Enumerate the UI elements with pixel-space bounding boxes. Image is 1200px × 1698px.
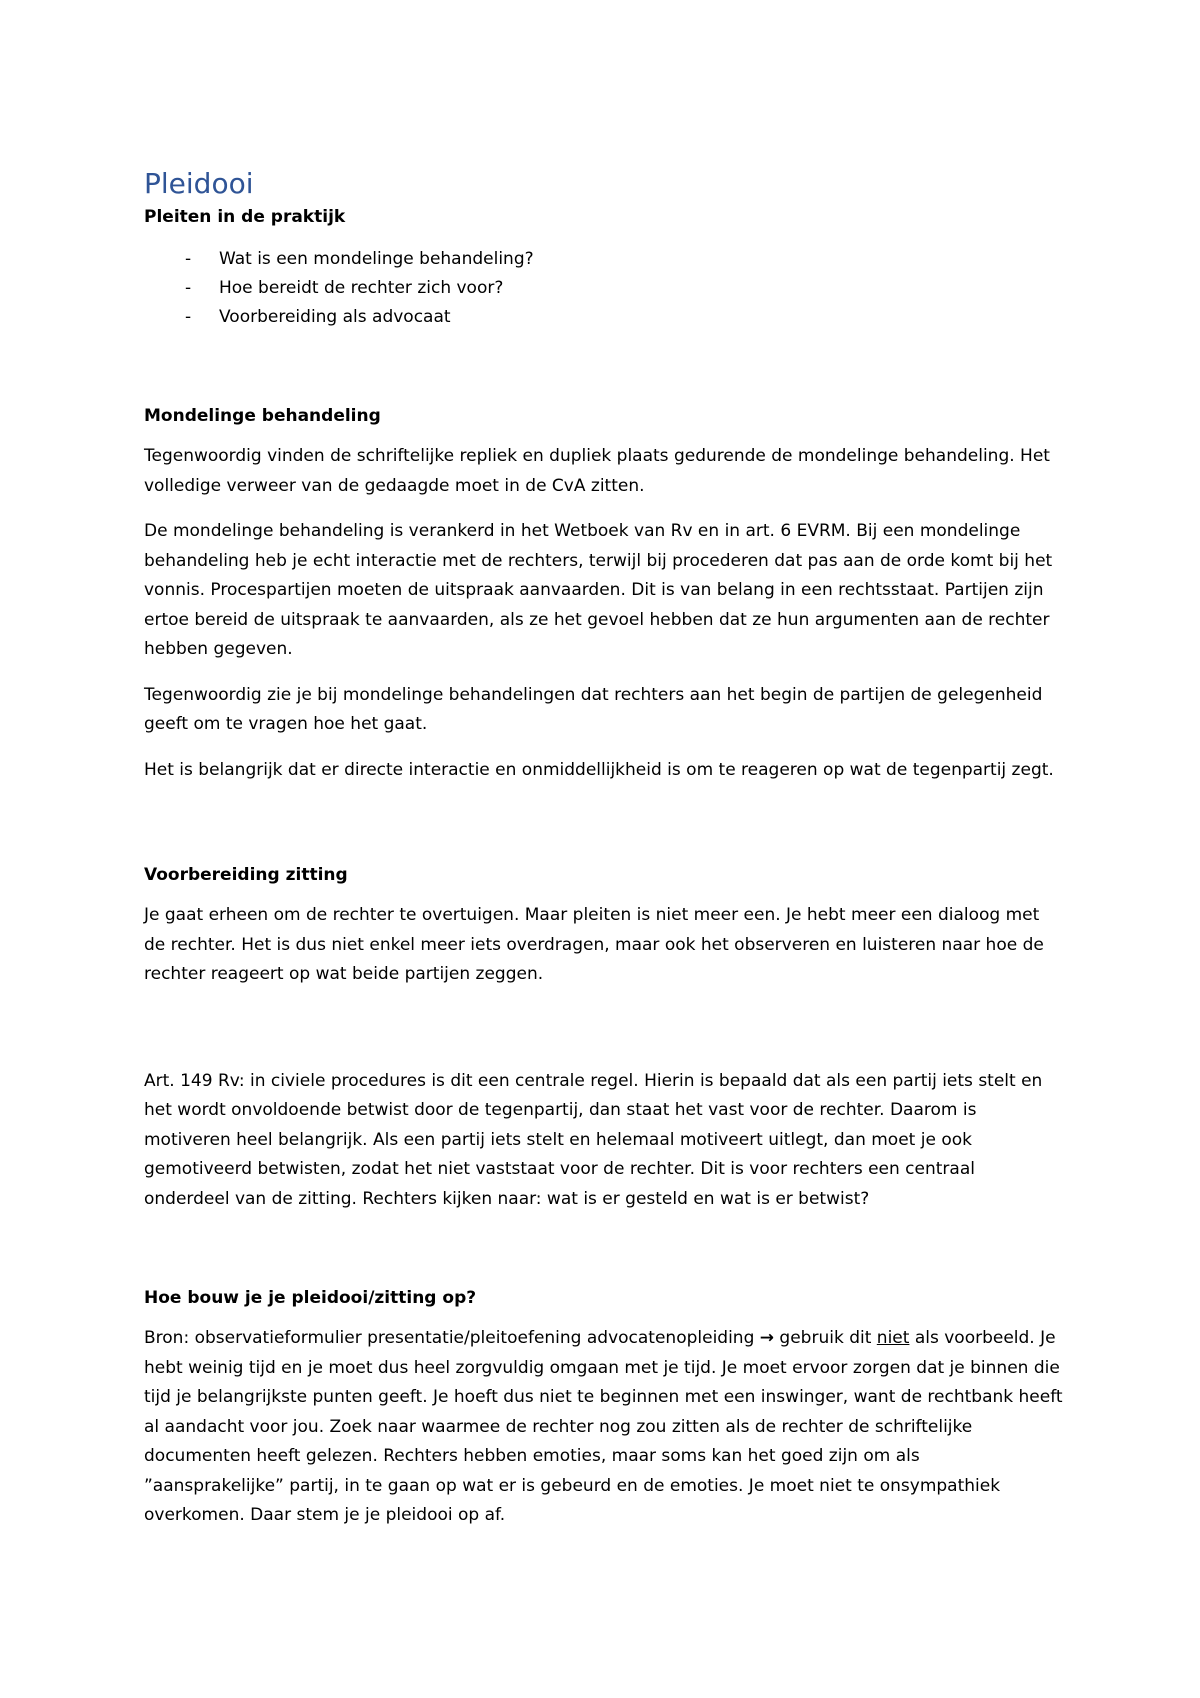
list-item-text: Voorbereiding als advocaat xyxy=(219,307,451,327)
paragraph: Tegenwoordig vinden de schriftelijke repliek en dupliek plaats gedurende de mondelinge behandeling. Het volledige verweer van de gedaagde moet in de CvA zitten. xyxy=(144,446,1050,496)
arrow-right-icon: → xyxy=(759,1328,775,1348)
list-item-text: Hoe bereidt de rechter zich voor? xyxy=(219,278,504,298)
list-item xyxy=(144,274,1064,303)
paragraph-bron xyxy=(144,1324,1064,1531)
text-run: gebruik dit xyxy=(774,1328,877,1348)
paragraph: Je gaat erheen om de rechter te overtuigen. Maar pleiten is niet meer een. Je hebt meer een dialoog met de rechter. Het is dus niet enkel meer iets overdragen, maar ook het observeren en luisteren naar hoe de rechter reageert op wat beide partijen zeggen. xyxy=(144,905,1044,984)
document-subtitle: Pleiten in de praktijk xyxy=(144,207,346,227)
section-heading-voorbereiding-zitting: Voorbereiding zitting xyxy=(144,865,348,885)
section-heading-mondelinge-behandeling: Mondelinge behandeling xyxy=(144,406,381,426)
paragraph: Tegenwoordig zie je bij mondelinge behandelingen dat rechters aan het begin de partijen de gelegenheid geeft om te vragen hoe het gaat. xyxy=(144,684,1043,734)
topic-list xyxy=(144,245,1064,332)
document-page xyxy=(144,166,1064,1531)
paragraph: De mondelinge behandeling is verankerd in het Wetboek van Rv en in art. 6 EVRM. Bij een mondelinge behandeling heb je echt interactie met de rechters, terwijl bij procederen dat pas aan de orde komt bij het vonnis. Procespartijen moeten de uitspraak aanvaarden. Dit is van belang in een rechtsstaat. Partijen zijn ertoe bereid de uitspraak te aanvaarden, als ze het gevoel hebben dat ze hun argumenten aan de rechter hebben gegeven. xyxy=(144,521,1053,659)
paragraph: Het is belangrijk dat er directe interactie en onmiddellijkheid is om te reageren op wat de tegenpartij zegt. xyxy=(144,759,1054,780)
list-item xyxy=(144,303,1064,332)
text-run: als voorbeeld. Je hebt weinig tijd en je moet dus heel zorgvuldig omgaan met je tijd. Je moet ervoor zorgen dat je binnen die tijd je belangrijkste punten geeft. Je hoeft dus niet te beginnen met een inswinger, want de rechtbank heeft al aandacht voor jou. Zoek naar waarmee de rechter nog zou zitten als de rechter de schriftelijke documenten heeft gelezen. Rechters hebben emoties, maar soms kan het goed zijn om als ”aansprakelijke” partij, in te gaan op wat er is gebeurd en de emoties. Je moet niet te onsympathiek overkomen. Daar stem je je pleidooi op af. xyxy=(144,1328,1063,1525)
section-heading-pleidooi-opbouw: Hoe bouw je je pleidooi/zitting op? xyxy=(144,1288,477,1308)
paragraph-art-149: Art. 149 Rv: in civiele procedures is dit een centrale regel. Hierin is bepaald dat als een partij iets stelt en het wordt onvoldoende betwist door de tegenpartij, dan staat het vast voor de rechter. Daarom is motiveren heel belangrijk. Als een partij iets stelt en helemaal motiveert uitlegt, dan moet je ook gemotiveerd betwisten, zodat het niet vaststaat voor de rechter. Dit is voor rechters een centraal onderdeel van de zitting. Rechters kijken naar: wat is er gesteld en wat is er betwist? xyxy=(144,1070,1043,1209)
list-item xyxy=(144,245,1064,274)
bullet-dash: - xyxy=(185,249,192,269)
bullet-dash: - xyxy=(185,307,192,327)
underlined-text: niet xyxy=(876,1328,910,1348)
text-run: Bron: observatieformulier presentatie/pleitoefening advocatenopleiding xyxy=(144,1328,760,1348)
list-item-text: Wat is een mondelinge behandeling? xyxy=(219,249,534,269)
document-title: Pleidooi xyxy=(144,167,254,200)
bullet-dash: - xyxy=(185,278,192,298)
